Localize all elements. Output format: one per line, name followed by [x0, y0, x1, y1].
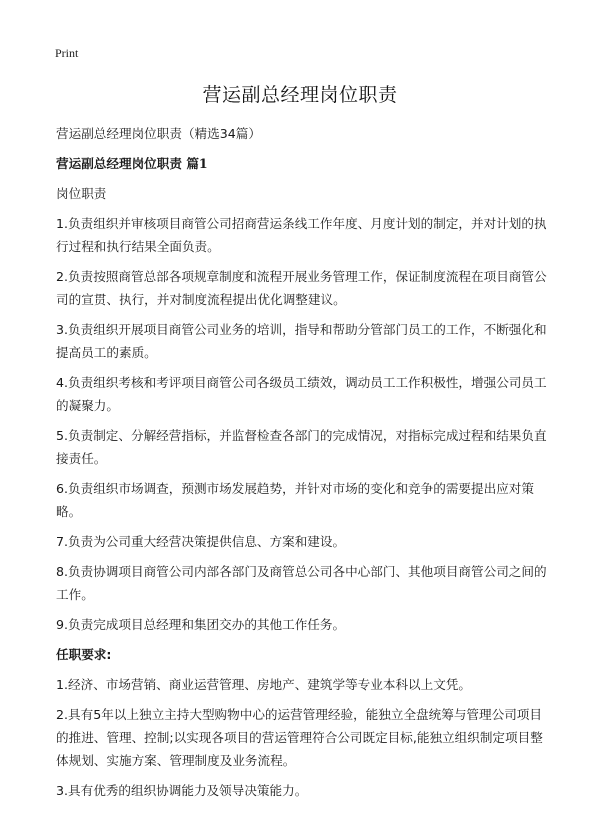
duty-item: 2.负责按照商管总部各项规章制度和流程开展业务管理工作，保证制度流程在项目商管公司的宣贯、执行，并对制度流程提出优化调整建议。: [56, 269, 547, 307]
document-subtitle: 营运副总经理岗位职责（精选34篇）: [56, 126, 261, 141]
requirement-item: 3.具有优秀的组织协调能力及领导决策能力。: [56, 783, 308, 798]
requirement-item: 2.具有5年以上独立主持大型购物中心的运营管理经验，能独立全盘统筹与管理公司项目的推进、管理、控制;以实现各项目的营运管理符合公司既定目标,能独立组织制定项目整体规划、实施方案、管理制度及业务流程。: [56, 707, 543, 768]
page-title: 营运副总经理岗位职责: [202, 84, 398, 106]
print-link[interactable]: Print: [55, 46, 79, 60]
duty-item: 8.负责协调项目商管公司内部各部门及商管总公司各中心部门、其他项目商管公司之间的工作。: [56, 564, 547, 602]
duty-item: 7.负责为公司重大经营决策提供信息、方案和建设。: [56, 534, 346, 549]
duty-item: 5.负责制定、分解经营指标，并监督检查各部门的完成情况，对指标完成过程和结果负直接责任。: [56, 428, 547, 466]
document-body: [56, 122, 548, 809]
duty-item: 6.负责组织市场调查，预测市场发展趋势，并针对市场的变化和竞争的需要提出应对策略。: [56, 481, 534, 519]
duty-item: 4.负责组织考核和考评项目商管公司各级员工绩效，调动员工工作积极性，增强公司员工的凝聚力。: [56, 375, 547, 413]
requirements-heading: 任职要求:: [56, 647, 112, 662]
duty-item: 3.负责组织开展项目商管公司业务的培训，指导和帮助分管部门员工的工作，不断强化和提高员工的素质。: [56, 322, 547, 360]
duties-heading: 岗位职责: [56, 186, 107, 201]
section-heading: 营运副总经理岗位职责 篇1: [56, 156, 208, 171]
duty-item: 1.负责组织并审核项目商管公司招商营运条线工作年度、月度计划的制定，并对计划的执行过程和执行结果全面负责。: [56, 216, 547, 254]
duty-item: 9.负责完成项目总经理和集团交办的其他工作任务。: [56, 617, 346, 632]
requirement-item: 1.经济、市场营销、商业运营管理、房地产、建筑学等专业本科以上文凭。: [56, 677, 472, 692]
